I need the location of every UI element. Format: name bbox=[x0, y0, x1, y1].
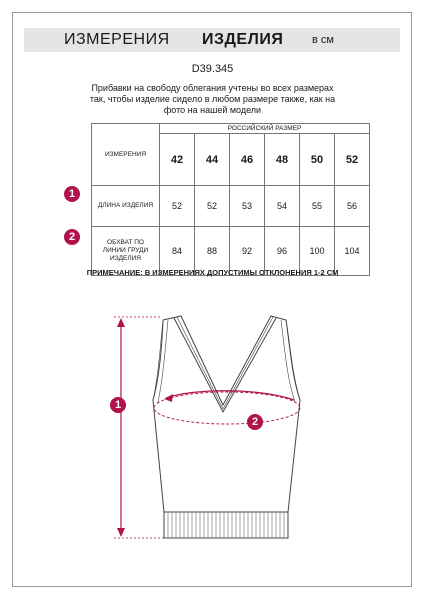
table-cell: 54 bbox=[265, 186, 300, 227]
row-label-line: ИЗДЕЛИЯ bbox=[110, 255, 141, 262]
table-cell: 56 bbox=[335, 186, 370, 227]
row-label-line: ЛИНИИ ГРУДИ bbox=[102, 247, 149, 254]
table-cell: 84 bbox=[160, 227, 195, 276]
vest-outline bbox=[153, 316, 300, 512]
title-part2: ИЗДЕЛИЯ bbox=[202, 31, 284, 48]
table-cell: 88 bbox=[195, 227, 230, 276]
size-header: 46 bbox=[230, 134, 265, 186]
title-unit: в см bbox=[312, 34, 334, 46]
size-header: 52 bbox=[335, 134, 370, 186]
size-header: 50 bbox=[300, 134, 335, 186]
badge-chest-table: 2 bbox=[64, 229, 80, 245]
intro-line: так, чтобы изделие сидело в любом размере также, как на bbox=[89, 94, 336, 104]
table-cell: 55 bbox=[300, 186, 335, 227]
table-cell: 96 bbox=[265, 227, 300, 276]
size-header: 44 bbox=[195, 134, 230, 186]
badge-length-diagram: 1 bbox=[110, 397, 126, 413]
arrow-up-icon bbox=[117, 318, 125, 327]
hem-rib bbox=[164, 512, 288, 538]
title-part1: ИЗМЕРЕНИЯ bbox=[64, 31, 170, 48]
table-cell: 52 bbox=[160, 186, 195, 227]
row-label-line: ОБХВАТ ПО bbox=[107, 239, 144, 246]
badge-length-table: 1 bbox=[64, 186, 80, 202]
arrow-left-icon bbox=[164, 394, 173, 402]
table-cell: 53 bbox=[230, 186, 265, 227]
table-cell: 100 bbox=[300, 227, 335, 276]
neckline-trim bbox=[174, 318, 276, 412]
row-label-length: ДЛИНА ИЗДЕЛИЯ bbox=[92, 186, 160, 227]
hem-rib-lines bbox=[168, 512, 284, 538]
table-cell: 52 bbox=[195, 186, 230, 227]
product-code: D39.345 bbox=[191, 63, 234, 75]
size-header: 42 bbox=[160, 134, 195, 186]
chest-measure bbox=[154, 391, 300, 424]
arrow-down-icon bbox=[117, 528, 125, 537]
intro-line: фото на нашей модели bbox=[163, 105, 262, 115]
size-group-header: РОССИЙСКИЙ РАЗМЕР bbox=[160, 124, 370, 134]
tolerance-note: ПРИМЕЧАНИЕ: В ИЗМЕРЕНИЯХ ДОПУСТИМЫ ОТКЛОНЕНИЯ 1-2 СМ bbox=[86, 268, 339, 277]
length-measure bbox=[114, 317, 164, 538]
size-header: 48 bbox=[265, 134, 300, 186]
badge-chest-diagram: 2 bbox=[247, 414, 263, 430]
measurements-header: ИЗМЕРЕНИЯ bbox=[92, 124, 160, 186]
table-cell: 104 bbox=[335, 227, 370, 276]
table-cell: 92 bbox=[230, 227, 265, 276]
intro-line: Прибавки на свободу облегания учтены во всех размерах bbox=[91, 83, 334, 93]
